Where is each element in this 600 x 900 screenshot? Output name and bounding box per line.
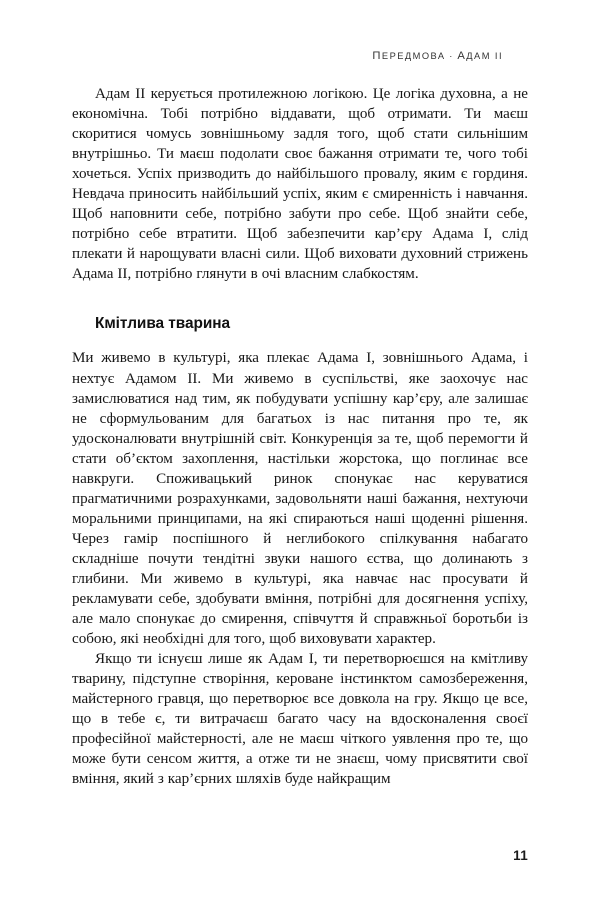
running-header-cap-first: П [372,50,382,62]
section-heading: Кмітлива тварина [95,315,230,333]
paragraph-adam-two-logic: Адам II керується протилежною логікою. Це логіка духовна, а не економічна. Тобі потрібно віддавати, щоб отримати. Ти маєш скоритися чомусь зовнішньому задля того, щоб стати сильнішим внутрішньо. Ти маєш подолати своє бажання отримати те, чого тобі хочеться. Успіх призводить до найбільшого провалу, яким є гординя. Невдача приносить найбільший успіх, яким є смиренність і навчання. Щоб наповнити себе, потрібно забути про себе. Щоб знайти себе, потрібно себе втратити. Щоб забезпечити кар’єру Адама I, слід плекати й нарощувати власні сили. Щоб виховати духовний стрижень Адама II, потрібно глянути в очі власним слабкостям. [72,86,528,283]
running-header-separator: · [445,51,458,61]
paragraph-culture-adam-one: Ми живемо в культурі, яка плекає Адама I, зовнішнього Адама, і нехтує Адамом II. Ми живемо в суспільстві, яке заохочує нас замислюватися над тим, як побудувати успішну кар’єру, але залишає не сформульованим для багатьох із нас питання про те, як удосконалювати внутрішній світ. Конкуренція за те, щоб перемогти й стати об’єктом захоплення, настільки жорстока, що поглинає все навкруги. Споживацький ринок спонукає нас керуватися прагматичними розрахунками, задовольняти наші бажання, нехтуючи моральними принципами, на які спираються наші щоденні рішення. Через гамір поспішного й неглибокого спілкування набагато складніше почути тендітні звуки нашого єства, що долинають з глибини. Ми живемо в культурі, яка навчає нас просувати й рекламувати себе, здобувати вміння, потрібні для досягнення успіху, але мало спонукає до смирення, співчуття й справжньої боротьби із собою, які необхідні для того, щоб виховувати характер. [72,350,528,648]
heading-spacer-below [72,334,528,348]
running-header-part-two: ДАМ II [466,51,503,61]
paragraph-clever-animal: Якщо ти існуєш лише як Адам I, ти перетворюєшся на кмітливу тварину, підступне створіння, кероване інстинктом самозбереження, майстерного гравця, що перетворює все довкола на гру. Якщо це все, що в тебе є, ти витрачаєш багато часу на вдосконалення своєї професійної майстерності, але не маєш чіткого уявлення про те, що може бути сенсом життя, а отже ти не знаєш, чому присвятити свої вміння, який з кар’єрних шляхів буде найкращим [72,651,528,788]
text-column [72,84,528,790]
running-header-part-one: ЕРЕДМОВА [381,51,446,61]
running-header [72,50,503,62]
running-header-cap-second: А [457,50,467,62]
heading-spacer-above [72,284,528,314]
page-number: 11 [513,848,528,863]
